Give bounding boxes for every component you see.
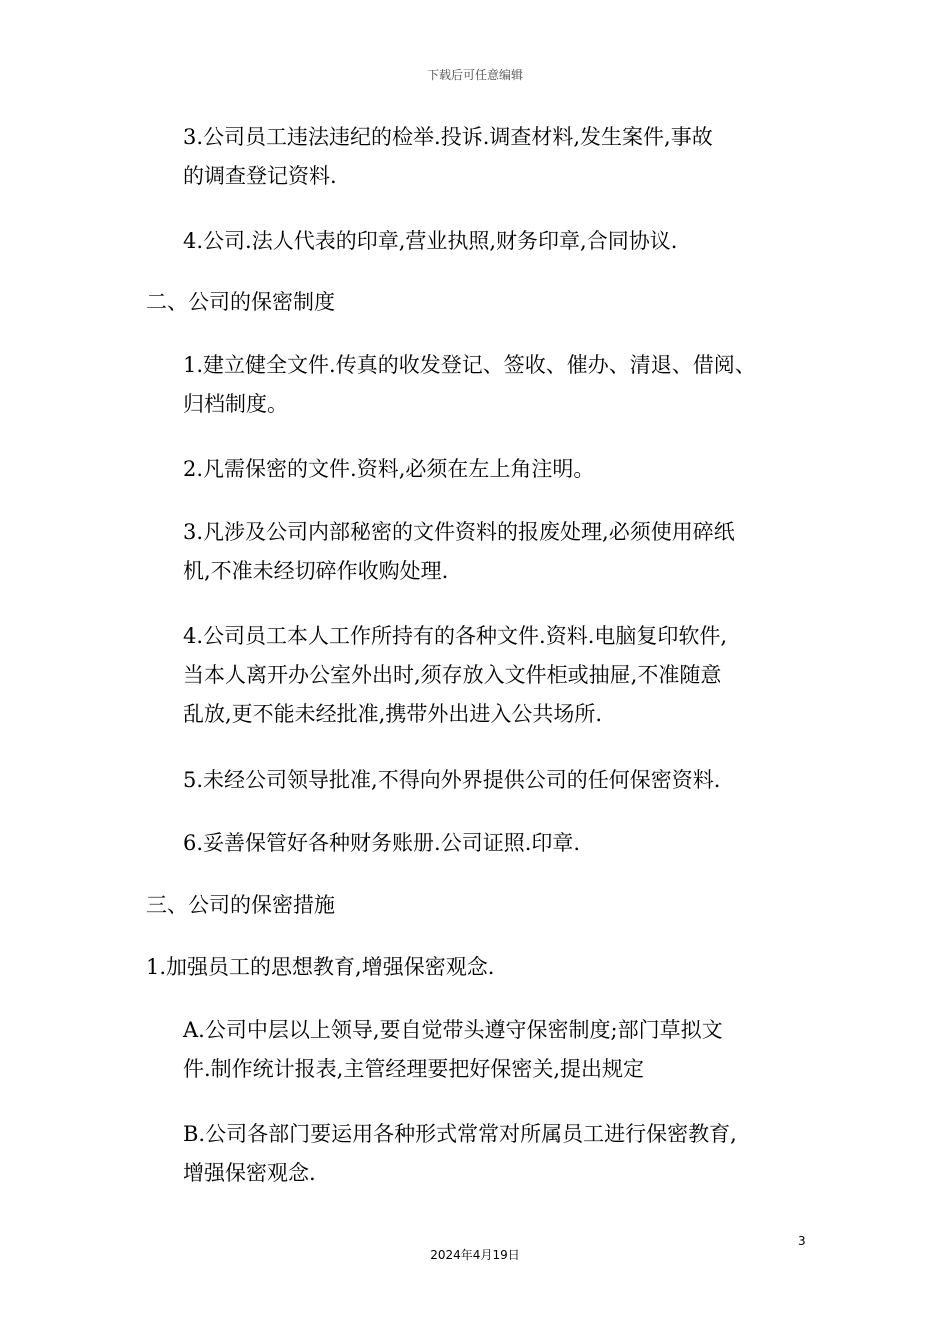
- paragraph-measure-a: [183, 1011, 723, 1089]
- page-header: 下载后可任意编辑: [426, 68, 523, 82]
- paragraph-line: 1.建立健全文件.传真的收发登记、签收、催办、清退、借阅、: [183, 353, 756, 377]
- paragraph-rule-3: [183, 513, 735, 591]
- paragraph-line: 归档制度。: [183, 392, 288, 416]
- paragraph-line: 增强保密观念.: [183, 1161, 316, 1185]
- paragraph-item-4: 4.公司.法人代表的印章,营业执照,财务印章,合同协议.: [183, 229, 678, 253]
- paragraph-measure-b: [183, 1115, 737, 1193]
- section-title-3: 三、公司的保密措施: [146, 893, 335, 917]
- section-title-2: 二、公司的保密制度: [146, 290, 335, 314]
- paragraph-rule-2: 2.凡需保密的文件.资料,必须在左上角注明。: [183, 457, 595, 481]
- paragraph-line: 件.制作统计报表,主管经理要把好保密关,提出规定: [183, 1057, 645, 1081]
- page-number: 3: [798, 1234, 806, 1248]
- paragraph-item-3: [183, 118, 713, 196]
- paragraph-line: B.公司各部门要运用各种形式常常对所属员工进行保密教育,: [183, 1122, 737, 1146]
- paragraph-rule-1: [183, 346, 756, 424]
- paragraph-line: 乱放,更不能未经批准,携带外出进入公共场所.: [183, 702, 603, 726]
- paragraph-line: 的调查登记资料.: [183, 164, 337, 188]
- paragraph-line: 当本人离开办公室外出时,须存放入文件柜或抽屉,不准随意: [183, 663, 722, 687]
- footer-date: 2024年4月19日: [430, 1248, 520, 1262]
- paragraph-line: 机,不准未经切碎作收购处理.: [183, 559, 449, 583]
- paragraph-rule-6: 6.妥善保管好各种财务账册.公司证照.印章.: [183, 831, 581, 855]
- paragraph-line: 3.公司员工违法违纪的检举.投诉.调查材料,发生案件,事故: [183, 125, 713, 149]
- paragraph-measure-1: 1.加强员工的思想教育,增强保密观念.: [146, 955, 495, 979]
- paragraph-rule-4: [183, 617, 727, 734]
- paragraph-line: 3.凡涉及公司内部秘密的文件资料的报废处理,必须使用碎纸: [183, 520, 735, 544]
- paragraph-line: 4.公司员工本人工作所持有的各种文件.资料.电脑复印软件,: [183, 624, 728, 648]
- paragraph-rule-5: 5.未经公司领导批准,不得向外界提供公司的任何保密资料.: [183, 768, 721, 792]
- paragraph-line: A.公司中层以上领导,要自觉带头遵守保密制度;部门草拟文: [183, 1018, 723, 1042]
